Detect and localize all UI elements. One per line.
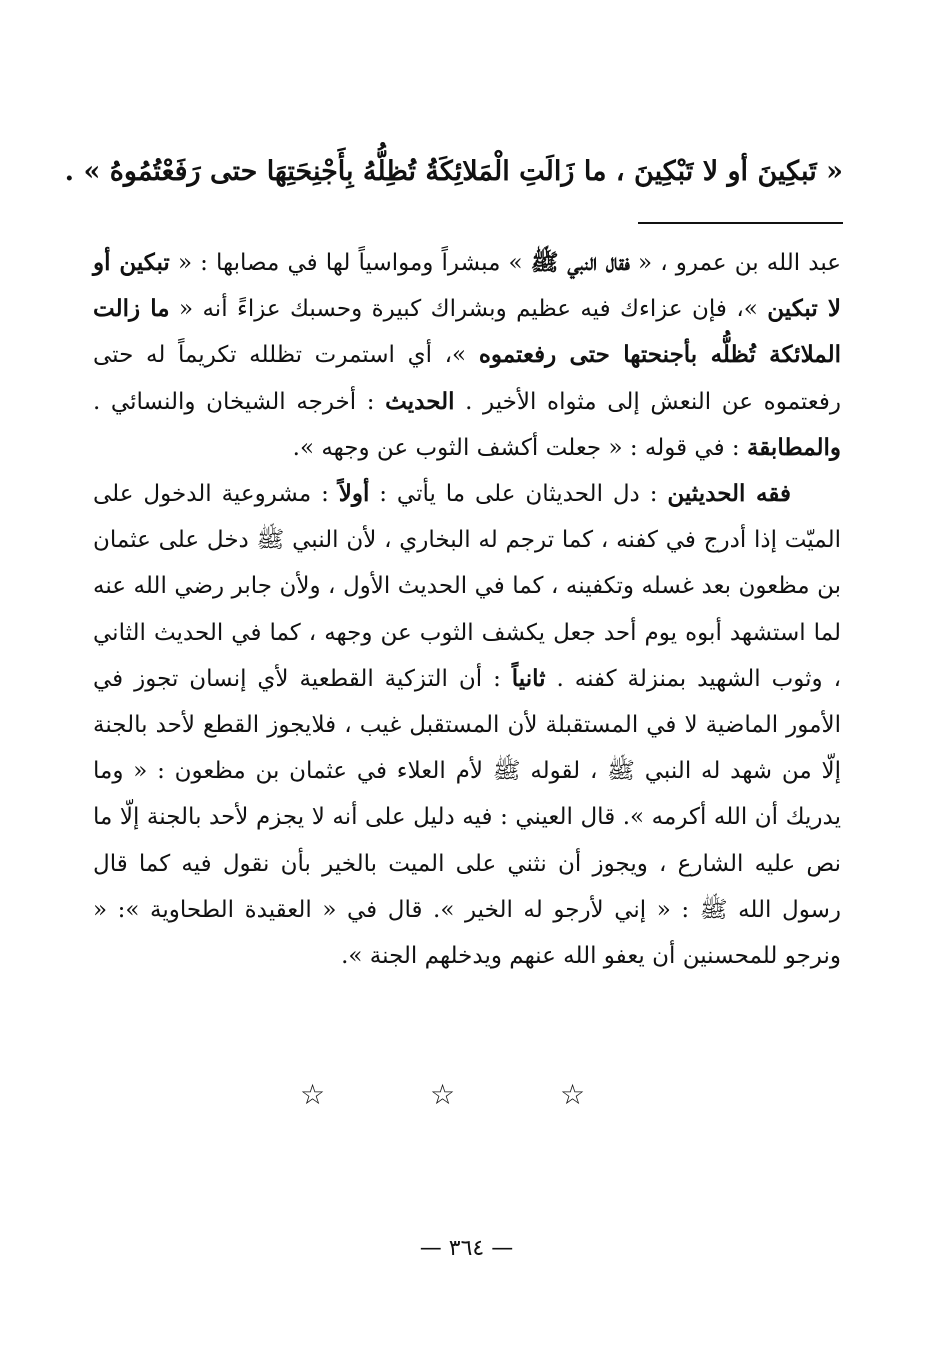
section-divider-stars: ☆ ☆ ☆ <box>299 1078 634 1111</box>
text-segment: »، فإن عزاءك فيه عظيم وبشراك كبيرة وحسبك عزاءً أنه « <box>169 296 768 323</box>
paragraph-jurisprudence <box>93 471 841 979</box>
text-segment: : مشروعية الدخول على الميّت إذا أدرج في كفنه ، كما ترجم له البخاري ، لأن النبي ﷺ دخل على عثمان بن مظعون بعد غسله وتكفينه ، كما في الحديث الأول ، ولأن جابر رضي الله عنه لما استشهد أبوه يوم أحد جعل يكشف الثوب عن وجهه ، كما في الحديث الثاني ، وثوب الشهيد بمنزلة كفنه . <box>93 481 842 692</box>
bold-phrase: تبكين أو لا تبكين <box>93 249 841 323</box>
bold-heading-second: ثانياً <box>511 664 546 692</box>
text-segment: » مبشراً ومواسياً لها في مصابها : « <box>169 250 531 276</box>
bold-heading-correspondence: والمطابقة <box>746 433 841 461</box>
bold-phrase: ما زالت الملائكة تُظلُّه بأجنحتها حتى رفعتموه <box>93 295 841 369</box>
text-segment: : أخرجه الشيخان والنسائي . <box>93 388 386 415</box>
footnote-separator <box>638 222 843 224</box>
text-segment: عبد الله بن عمرو ، « <box>629 250 842 276</box>
bold-heading-hadith: الحديث <box>385 387 455 415</box>
bold-heading-first: أولاً <box>338 480 370 508</box>
text-segment: : في قوله : « جعلت أكشف الثوب عن وجهه ». <box>292 434 747 461</box>
bold-heading-fiqh: فقه الحديثين <box>667 480 791 508</box>
paragraph-explanation <box>93 240 841 471</box>
page-number: — ٣٦٤ — <box>419 1236 514 1261</box>
text-segment: : دل الحديثان على ما يأتي : <box>369 481 668 508</box>
text-segment: »، أي استمرت تظلله تكريماً له حتى رفعتموه عن النعش إلى مثواه الأخير . <box>93 342 842 415</box>
commentary-body <box>93 240 841 979</box>
bold-phrase: فقال النبي ﷺ <box>530 249 630 276</box>
hadith-quote-line: « تَبكِينَ أو لا تَبْكِينَ ، ما زَالَتِ الْمَلائِكَةُ تُظِلُّهُ بِأَجْنِحَتِهَا حتى رَفَعْتُمُوهُ » . <box>64 156 843 187</box>
text-segment: : أن التزكية القطعية لأي إنسان تجوز في الأمور الماضية لا في المستقبلة لأن المستقبل غيب ، فلايجوز القطع لأحد بالجنة إلّا من شهد له النبي ﷺ ، لقوله ﷺ لأم العلاء في عثمان بن مظعون : « وما يدريك أن الله أكرمه ». قال العيني : فيه دليل على أنه لا يجزم لأحد بالجنة إلّا ما نص عليه الشارع ، ويجوز أن نثني على الميت بالخير بأن نقول فيه كما قال رسول الله ﷺ : « إني لأرجو له الخير ». قال في « العقيدة الطحاوية »: « ونرجو للمحسنين أن يعفو الله عنهم ويدخلهم الجنة ». <box>93 665 841 970</box>
